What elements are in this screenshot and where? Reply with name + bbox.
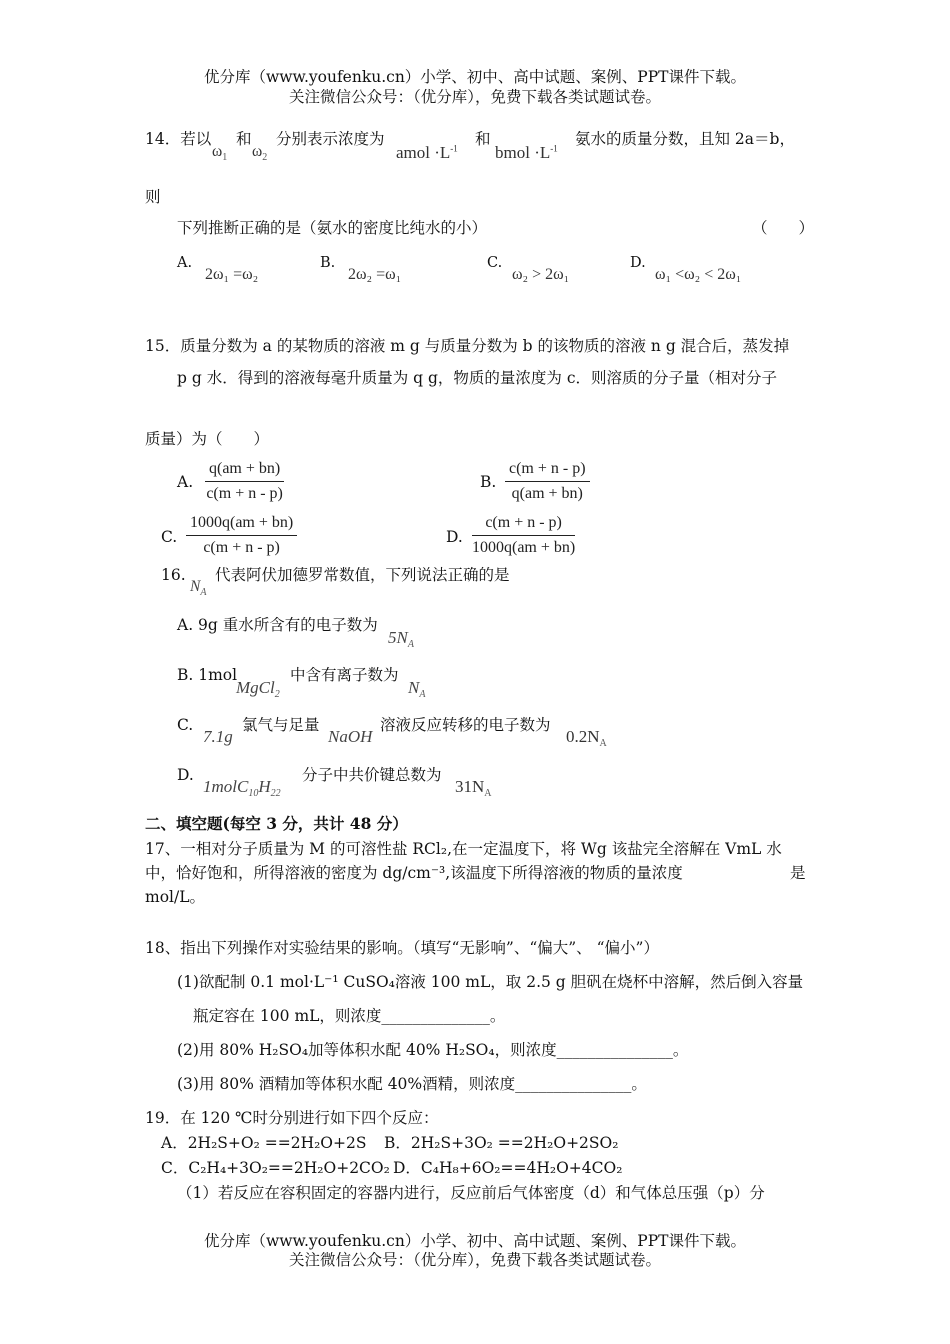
q14-option-c-label: C. xyxy=(487,255,503,271)
q18-part-3: (3)用 80% 酒精加等体积水配 40%酒精，则浓度_______________。 xyxy=(177,1075,647,1093)
q19-reaction-c: C．C₂H₄+3O₂==2H₂O+2CO₂ xyxy=(161,1159,390,1177)
q14-omega2: $\omega_2$ xyxy=(252,143,268,163)
q16-stem: 代表阿伏加德罗常数值，下列说法正确的是 xyxy=(215,566,510,584)
q15-option-a-denominator: c(m + n - p) xyxy=(206,485,283,502)
q15-option-d-denominator: 1000q(am + bn) xyxy=(472,539,576,556)
q19-part-1: （1）若反应在容积固定的容器内进行，反应前后气体密度（d）和气体总压强（p）分 xyxy=(177,1184,765,1202)
q15-option-a-label: A. xyxy=(177,473,194,491)
q18-part-1-line-1: (1)欲配制 0.1 mol·L⁻¹ CuSO₄溶液 100 mL，取 2.5 g 胆矾在烧杯中溶解，然后倒入容量 xyxy=(177,973,804,991)
q14-then: 则 xyxy=(145,188,161,206)
q16-option-c-text-2: 溶液反应转移的电子数为 xyxy=(380,716,551,734)
q18-part-2: (2)用 80% H₂SO₄加等体积水配 40% H₂SO₄，则浓度_______________。 xyxy=(177,1041,689,1059)
q14-prefix: 14．若以 xyxy=(145,130,212,148)
q16-option-c-text-1: 氯气与足量 xyxy=(242,716,320,734)
q14-omega1: $\omega_1$ xyxy=(212,143,228,163)
q14-mid-text: 分别表示浓度为 xyxy=(276,130,385,148)
q16-option-c-naoh: NaOH xyxy=(328,727,373,746)
q15-option-d-label: D. xyxy=(446,528,463,546)
q16-option-b-text-1: B. 1mol xyxy=(177,666,238,684)
q14-option-d-label: D. xyxy=(630,255,646,271)
q19-stem: 19．在 120 ℃时分别进行如下四个反应： xyxy=(145,1109,439,1127)
q14-bmol: bmol $\cdot L^{-1}$ xyxy=(495,143,558,162)
q15-option-b-numerator: c(m + n - p) xyxy=(505,460,590,482)
q19-reaction-a: A．2H₂S+O₂ ==2H₂O+2S xyxy=(161,1134,367,1152)
q16-option-d-text: 分子中共价键总数为 xyxy=(302,766,442,784)
q16-option-a-text: A. 9g 重水所含有的电子数为 xyxy=(177,616,378,634)
q19-reaction-d: D．C₄H₈+6O₂==4H₂O+4CO₂ xyxy=(393,1159,623,1177)
q17-line-3: mol/L。 xyxy=(145,888,206,906)
footer-line-1: 优分库（www.youfenku.cn）小学、初中、高中试题、案例、PPT课件下载。 xyxy=(203,1232,747,1250)
q16-na-symbol: $N_A$ xyxy=(190,578,207,598)
q15-option-d-fraction xyxy=(472,514,575,557)
q14-option-b-formula: 2ω₂ =ω₁ xyxy=(348,266,402,283)
q16-option-c-value: $0.2N_A$ xyxy=(566,727,607,749)
q16-option-d-label: D. xyxy=(177,766,194,784)
section-2-title: 二、填空题(每空 3 分，共计 48 分） xyxy=(145,814,408,833)
q16-option-c-label: C. xyxy=(177,716,194,734)
q18-stem: 18、指出下列操作对实验结果的影响。（填写“无影响”、“偏大”、 “偏小”） xyxy=(145,939,659,957)
q15-option-b-denominator: q(am + bn) xyxy=(511,485,583,502)
q14-option-a-formula: 2ω₁ =ω₂ xyxy=(205,266,259,283)
q15-option-a-fraction xyxy=(205,460,284,503)
q14-and-2: 和 xyxy=(475,130,491,148)
q16-option-b-formula: MgCl$_2$ xyxy=(236,678,280,700)
header-line-1: 优分库（www.youfenku.cn）小学、初中、高中试题、案例、PPT课件下载。 xyxy=(203,68,747,86)
q16-number: 16. xyxy=(161,566,186,584)
q14-stem: 下列推断正确的是（氨水的密度比纯水的小） xyxy=(177,219,488,237)
q16-option-b-text-2: 中含有离子数为 xyxy=(290,666,399,684)
q17-line-2: 中，恰好饱和，所得溶液的密度为 dg/cm⁻³,该温度下所得溶液的物质的量浓度 xyxy=(145,864,683,882)
q19-reaction-b: B．2H₂S+3O₂ ==2H₂O+2SO₂ xyxy=(384,1134,619,1152)
q15-option-a-numerator: q(am + bn) xyxy=(205,460,284,482)
header-line-2: 关注微信公众号：（优分库），免费下载各类试题试卷。 xyxy=(288,88,661,106)
q14-option-a-label: A. xyxy=(177,255,193,271)
q15-option-b-fraction xyxy=(505,460,590,503)
q16-option-d-formula: $1molC_{10}H_{22}$ xyxy=(203,777,281,799)
q14-amol: amol $\cdot L^{-1}$ xyxy=(396,143,458,162)
q14-answer-paren: （ ） xyxy=(752,219,815,237)
q14-option-d-formula: ω₁ <ω₂ < 2ω₁ xyxy=(655,266,742,283)
footer-line-2: 关注微信公众号：（优分库），免费下载各类试题试卷。 xyxy=(288,1251,661,1269)
q15-line-3: 质量）为（ ） xyxy=(145,430,270,448)
q17-line-1: 17、一相对分子质量为 M 的可溶性盐 RCl₂,在一定温度下，将 Wg 该盐完全溶解在 VmL 水 xyxy=(145,840,782,858)
q15-line-2: p g 水．得到的溶液每毫升质量为 q g，物质的量浓度为 c．则溶质的分子量（相对分子 xyxy=(177,369,778,387)
q17-line-2-end: 是 xyxy=(790,864,806,882)
q16-option-a-value: $5N_A$ xyxy=(388,628,414,650)
q15-option-d-numerator: c(m + n - p) xyxy=(472,514,575,536)
q14-option-b-label: B. xyxy=(320,255,336,271)
q16-option-c-mass: 7.1g xyxy=(203,727,233,746)
q16-option-d-value: $31N_A$ xyxy=(455,777,492,799)
q15-option-c-label: C. xyxy=(161,528,178,546)
q15-option-b-label: B. xyxy=(480,473,497,491)
q18-part-1-line-2: 瓶定容在 100 mL，则浓度______________。 xyxy=(193,1007,506,1025)
q15-option-c-numerator: 1000q(am + bn) xyxy=(186,514,297,536)
q16-option-b-value: $N_A$ xyxy=(408,678,426,700)
q15-line-1: 15．质量分数为 a 的某物质的溶液 m g 与质量分数为 b 的该物质的溶液 n g 混合后，蒸发掉 xyxy=(145,337,790,355)
q15-option-c-fraction xyxy=(186,514,297,557)
q14-suffix: 氨水的质量分数，且知 2a＝b， xyxy=(575,130,795,148)
q14-option-c-formula: ω₂ > 2ω₁ xyxy=(512,266,570,283)
q15-option-c-denominator: c(m + n - p) xyxy=(203,539,280,556)
q14-and: 和 xyxy=(236,130,252,148)
